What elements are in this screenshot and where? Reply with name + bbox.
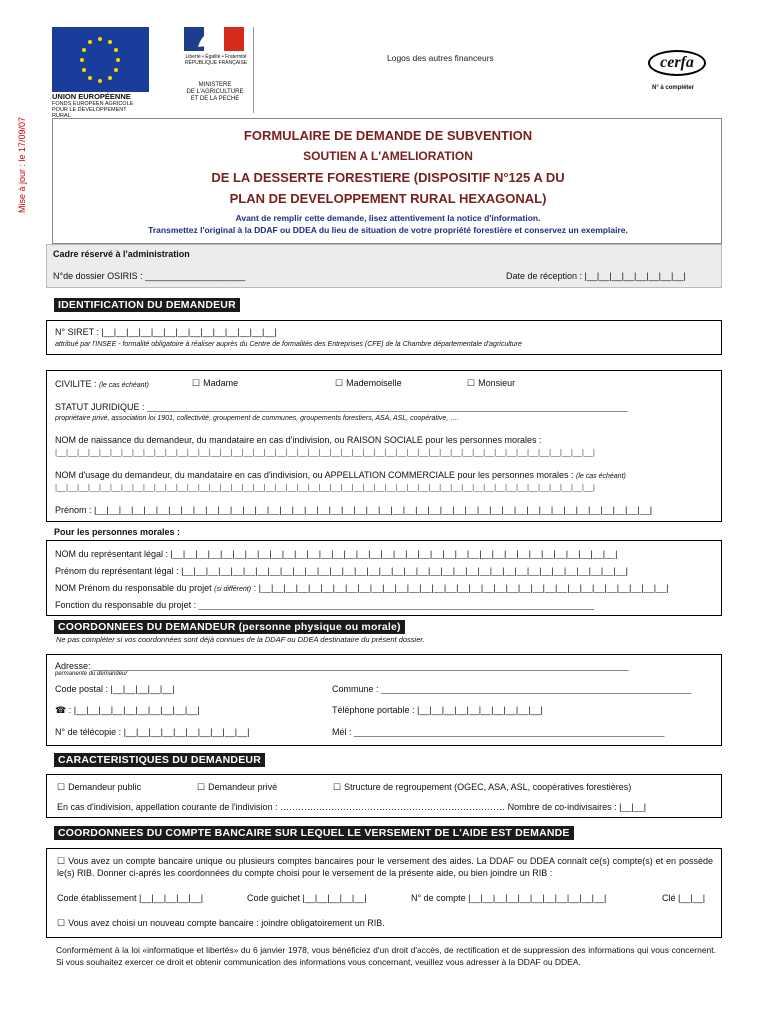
morales-box: [46, 540, 722, 616]
logo-divider: [253, 27, 254, 113]
siret-box: [46, 320, 722, 355]
phone-icon: ☎: [55, 705, 67, 715]
demandeur-public-checkbox[interactable]: [57, 782, 141, 793]
regroupement-label: Structure de regroupement (OGEC, ASA, ASL, coopératives forestières): [344, 782, 632, 792]
compte-existant-text: Vous avez un compte bancaire unique ou plusieurs comptes bancaires pour le versement des aides. La DDAF ou DDEA connaît ce(s) compte(s) et en possède le(s) RIB. Donner ci-après les coordonnées du compte choisi pour le versement de la présente aide, ou bien joindre un RIB :: [57, 856, 713, 878]
nom-usage-label: NOM d'usage du demandeur, du mandataire en cas d'indivision, ou APPELLATION COMMERCIALE pour les personnes morales :: [55, 470, 574, 480]
statut-field[interactable]: STATUT JURIDIQUE : ________________________________________________________________________________________________: [55, 402, 628, 412]
ministry-line1: MINISTERE: [198, 82, 232, 88]
coordonnees-note: Ne pas compléter si vos coordonnées sont déjà connues de la DDAF ou DDEA destinataire du présent dossier.: [56, 635, 425, 644]
rf-name: RÉPUBLIQUE FRANÇAISE: [184, 60, 248, 66]
caracteristiques-box: [46, 774, 722, 818]
numero-compte-field[interactable]: N° de compte |__|__|__|__|__|__|__|__|__|__|__|: [411, 893, 607, 903]
cerfa-logo: [648, 50, 706, 76]
eu-line1: UNION EUROPÉENNE: [52, 92, 131, 101]
madame-label: Madame: [203, 378, 239, 388]
mademoiselle-label: Mademoiselle: [346, 378, 402, 388]
monsieur-checkbox[interactable]: [467, 378, 515, 389]
eu-line4: RURAL: [52, 113, 71, 119]
title-line2: SOUTIEN A L'AMELIORATION: [303, 149, 473, 163]
title-line3: DE LA DESSERTE FORESTIERE (DISPOSITIF N°125 A DU: [211, 170, 565, 185]
title-line4: PLAN DE DEVELOPPEMENT RURAL HEXAGONAL): [229, 191, 547, 206]
cle-rib-field[interactable]: Clé |__|__|: [662, 893, 706, 903]
fonction-field[interactable]: Fonction du responsable du projet : _______________________________________________________________________________: [55, 600, 595, 610]
eu-logo: [52, 27, 149, 92]
eu-stars-icon: [52, 27, 149, 92]
mademoiselle-checkbox[interactable]: [335, 378, 402, 389]
siret-note: attribué par l'INSEE - formalité obligatoire à réaliser auprès du Centre de formalités des Entreprises (CFE) de la Chambre départementale d'agriculture: [55, 341, 522, 348]
compte-existant-checkbox[interactable]: [57, 855, 713, 879]
demandeur-public-label: Demandeur public: [68, 782, 142, 792]
responsable-field[interactable]: : |__|__|__|__|__|__|__|__|__|__|__|__|__|__|__|__|__|__|__|__|__|__|__|__|__|__|__|__|__|__|__|__|__|: [253, 583, 669, 593]
coordonnees-box: [46, 654, 722, 746]
civilite-hint: (le cas échéant): [99, 382, 149, 389]
other-funders-label: Logos des autres financeurs: [387, 53, 494, 63]
responsable-row[interactable]: [55, 583, 715, 593]
section-caracteristiques: CARACTERISTIQUES DU DEMANDEUR: [54, 753, 265, 767]
demandeur-prive-label: Demandeur privé: [208, 782, 278, 792]
side-date: Mise à jour : le 17/09/07: [17, 116, 27, 214]
adresse-note: permanente du demandeur: [55, 671, 128, 677]
ministry-caption: [178, 82, 252, 103]
section-coordonnees: COORDONNEES DU DEMANDEUR (personne physique ou morale): [54, 620, 405, 634]
reception-date-field[interactable]: Date de réception : |__|__|__|__|__|__|__|__|: [506, 271, 686, 281]
representant-nom-field[interactable]: NOM du représentant légal : |__|__|__|__|__|__|__|__|__|__|__|__|__|__|__|__|__|__|__|__|__|__|__|__|__|__|__|__|__|__|__|__|__|__|__|__|: [55, 549, 618, 559]
marianne-flag-icon: [184, 27, 244, 51]
civilite-row: [55, 379, 149, 389]
cerfa-text: cerfa: [660, 54, 694, 71]
civilite-label: CIVILITE :: [55, 379, 97, 389]
telecopie-field[interactable]: N° de télécopie : |__|__|__|__|__|__|__|__|__|__|: [55, 727, 250, 737]
ministry-line2: DE L'AGRICULTURE: [186, 89, 244, 95]
cnil-footer: Conformément à la loi «informatique et libertés» du 6 janvier 1978, vous bénéficiez d'un droit d'accès, de rectification et de suppression des informations qui vous concernent. Si vous souhaitez exercer ce droit et obtenir communication des informations vous concernant, veuillez vous adresser à la DDAF ou DDEA.: [56, 945, 716, 967]
representant-prenom-field[interactable]: Prénom du représentant légal : |__|__|__|__|__|__|__|__|__|__|__|__|__|__|__|__|__|__|__|__|__|__|__|__|__|__|__|__|__|__|__|__|__|__|__|__|: [55, 566, 628, 576]
ministry-line3: ET DE LA PECHE: [190, 96, 240, 102]
admin-box: [46, 244, 722, 288]
nom-naissance-label: NOM de naissance du demandeur, du mandataire en cas d'indivision, ou RAISON SOCIALE pour les personnes morales :: [55, 435, 542, 445]
intro-line1: Avant de remplir cette demande, lisez attentivement la notice d'information.: [235, 213, 541, 223]
intro-line2: Transmettez l'original à la DDAF ou DDEA du lieu de situation de votre propriété forestière et conservez un exemplaire.: [148, 225, 628, 235]
nom-usage-field[interactable]: |__|__|__|__|__|__|__|__|__|__|__|__|__|__|__|__|__|__|__|__|__|__|__|__|__|__|__|__|__|__|__|__|__|__|__|__|__|__|__|__|__|__|__|__|__|__|__|__|__|: [55, 483, 595, 492]
nom-naissance-field[interactable]: |__|__|__|__|__|__|__|__|__|__|__|__|__|__|__|__|__|__|__|__|__|__|__|__|__|__|__|__|__|__|__|__|__|__|__|__|__|__|__|__|__|__|__|__|__|__|__|__|__|: [55, 448, 595, 457]
morales-title: Pour les personnes morales :: [54, 527, 181, 537]
nom-usage-hint: (le cas échéant): [576, 473, 626, 480]
responsable-hint: (si différent): [214, 586, 252, 593]
demandeur-prive-checkbox[interactable]: [197, 782, 277, 793]
regroupement-checkbox[interactable]: [333, 782, 631, 793]
madame-checkbox[interactable]: [192, 378, 238, 389]
section-bancaire: COORDONNEES DU COMPTE BANCAIRE SUR LEQUEL LE VERSEMENT DE L'AIDE EST DEMANDE: [54, 826, 574, 840]
siret-field[interactable]: N° SIRET : |__|__|__|__|__|__|__|__|__|__|__|__|__|__|: [55, 327, 277, 337]
telephone-field[interactable]: : |__|__|__|__|__|__|__|__|__|__|: [68, 705, 200, 715]
rf-caption: [180, 54, 252, 66]
nom-usage-row: [55, 470, 626, 480]
nouveau-compte-checkbox[interactable]: [57, 918, 385, 929]
code-postal-field[interactable]: Code postal : |__|__|__|__|__|: [55, 684, 175, 694]
telephone-row[interactable]: [55, 705, 200, 716]
statut-note: propriétaire privé, association loi 1901, collectivité, groupement de communes, groupements forestiers, ASA, ASL, coopérative, ….: [55, 415, 460, 422]
section-identification: IDENTIFICATION DU DEMANDEUR: [54, 298, 240, 312]
responsable-label: NOM Prénom du responsable du projet: [55, 583, 212, 593]
monsieur-label: Monsieur: [478, 378, 516, 388]
admin-title: Cadre réservé à l'administration: [53, 249, 190, 259]
code-guichet-field[interactable]: Code guichet |__|__|__|__|__|: [247, 893, 367, 903]
code-etablissement-field[interactable]: Code établissement |__|__|__|__|__|: [57, 893, 204, 903]
eu-line3: POUR LE DEVELOPPEMENT: [52, 107, 127, 113]
eu-line2: FONDS EUROPEEN AGRICOLE: [52, 101, 134, 107]
rf-motto: Liberté • Égalité • Fraternité: [185, 54, 247, 60]
title-line1: FORMULAIRE DE DEMANDE DE SUBVENTION: [243, 128, 533, 143]
portable-field[interactable]: Téléphone portable : |__|__|__|__|__|__|__|__|__|__|: [332, 705, 543, 715]
nouveau-compte-text: Vous avez choisi un nouveau compte bancaire : joindre obligatoirement un RIB.: [68, 918, 385, 928]
commune-field[interactable]: Commune : ______________________________________________________________: [332, 684, 692, 694]
cerfa-number-note: N° à compléter: [652, 85, 695, 91]
eu-caption: [52, 93, 152, 119]
civilite-box: [46, 370, 722, 522]
adresse-field[interactable]: Adresse: ___________________________________________________________________________________________________________: [55, 661, 629, 671]
prenom-field[interactable]: Prénom : |__|__|__|__|__|__|__|__|__|__|__|__|__|__|__|__|__|__|__|__|__|__|__|__|__|__|__|__|__|__|__|__|__|__|__|__|__|__|__|__|__|__|__|__|__|: [55, 505, 653, 515]
indivision-field[interactable]: En cas d'indivision, appellation courante de l'indivision : ………………………………………………………………… Nombre de co-indivisaires : |__|__|: [57, 802, 647, 812]
osiris-field[interactable]: N°de dossier OSIRIS : ____________________: [53, 271, 246, 281]
mel-field[interactable]: Mél : ______________________________________________________________: [332, 727, 665, 737]
bancaire-box: [46, 848, 722, 938]
title-block: [52, 118, 722, 244]
